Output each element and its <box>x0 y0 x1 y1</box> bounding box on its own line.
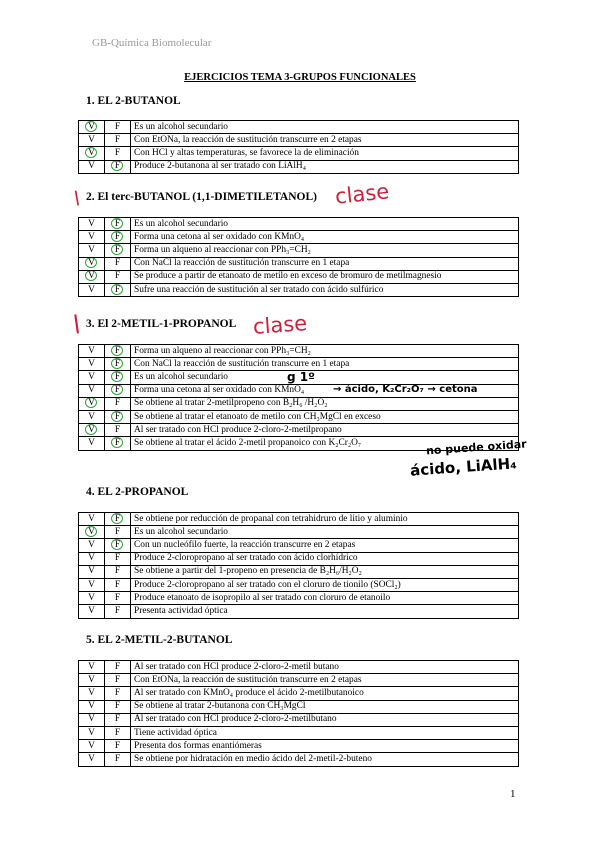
false-option[interactable] <box>105 661 131 674</box>
statement-row <box>79 578 519 591</box>
true-option-label: V <box>88 258 95 269</box>
true-option-label: V <box>88 218 95 229</box>
false-option[interactable] <box>105 371 131 384</box>
statement-row <box>79 244 519 257</box>
false-option[interactable] <box>105 437 131 450</box>
false-option-label: F <box>114 358 121 369</box>
true-option-label: V <box>88 231 95 242</box>
statement-text: Se obtiene por hidratación en medio ácido del 2-metil-2-buteno <box>131 753 519 766</box>
statement-row <box>79 410 519 423</box>
green-circle-mark <box>85 526 97 537</box>
true-false-table <box>78 512 519 619</box>
true-option[interactable] <box>79 726 105 739</box>
true-option-label: V <box>88 284 95 295</box>
false-option-label: F <box>114 134 121 145</box>
green-circle-mark <box>85 270 97 281</box>
green-circle-mark <box>111 411 123 422</box>
false-option[interactable] <box>105 244 131 257</box>
statement-text: Produce 2-cloropropano al ser tratado con ácido clorhídrico <box>131 552 519 565</box>
false-option-label: F <box>114 398 121 409</box>
true-option-label: V <box>88 371 95 382</box>
statement-row <box>79 700 519 713</box>
true-option[interactable] <box>79 687 105 700</box>
false-option[interactable] <box>105 539 131 552</box>
false-option-label: F <box>114 553 121 564</box>
true-option-label: V <box>88 605 95 616</box>
statement-row <box>79 283 519 296</box>
statement-text: Al ser tratado con HCl produce 2-cloro-2-metilpropano <box>131 424 519 437</box>
statement-text: Con NaCl la reacción de sustitución transcurre en 1 etapa <box>131 358 519 371</box>
false-option-label: F <box>114 385 121 396</box>
green-circle-mark <box>85 121 97 132</box>
false-option-label: F <box>114 371 121 382</box>
section-title: 3. El 2-METIL-1-PROPANOL <box>86 318 237 330</box>
true-option-label: V <box>88 271 95 282</box>
false-option-label: F <box>114 411 121 422</box>
true-option[interactable] <box>79 565 105 578</box>
true-false-table <box>78 120 519 174</box>
false-option[interactable] <box>105 358 131 371</box>
statement-text: Al ser tratado con HCl produce 2-cloro-2-metilbutano <box>131 713 519 726</box>
true-option[interactable] <box>79 397 105 410</box>
statement-row <box>79 552 519 565</box>
green-circle-mark <box>111 513 123 524</box>
false-option[interactable] <box>105 740 131 753</box>
page-number: 1 <box>510 788 516 800</box>
true-option-label: V <box>88 121 95 132</box>
true-option-label: V <box>88 513 95 524</box>
green-circle-mark <box>85 257 97 268</box>
true-option-label: V <box>88 424 95 435</box>
statement-row <box>79 539 519 552</box>
false-option[interactable] <box>105 257 131 270</box>
true-option[interactable] <box>79 147 105 160</box>
green-circle-mark <box>111 384 123 395</box>
true-option-label: V <box>88 161 95 172</box>
false-option-label: F <box>114 218 121 229</box>
true-option[interactable] <box>79 410 105 423</box>
false-option-label: F <box>114 345 121 356</box>
true-option[interactable] <box>79 134 105 147</box>
true-option-label: V <box>88 411 95 422</box>
true-option[interactable] <box>79 160 105 173</box>
true-option[interactable] <box>79 257 105 270</box>
annotation-sec2-clase: clase <box>333 179 391 209</box>
green-circle-mark <box>111 437 123 448</box>
green-circle-mark <box>85 397 97 408</box>
statement-text: Es un alcohol secundario <box>131 371 519 384</box>
false-option-label: F <box>114 424 121 435</box>
statement-text: Sufre una reacción de sustitución al ser tratado con ácido sulfúrico <box>131 283 519 296</box>
true-option-label: V <box>88 687 95 698</box>
false-option[interactable] <box>105 231 131 244</box>
statement-row <box>79 740 519 753</box>
statement-row <box>79 605 519 618</box>
false-option-label: F <box>114 727 121 738</box>
true-option[interactable] <box>79 592 105 605</box>
true-option[interactable] <box>79 244 105 257</box>
false-option-label: F <box>114 147 121 158</box>
true-false-table <box>78 344 519 451</box>
annotation-note-4: ácido, LiAlH₄ <box>409 454 518 480</box>
statement-row <box>79 160 519 173</box>
false-option-label: F <box>114 526 121 537</box>
section-title: 5. EL 2-METIL-2-BUTANOL <box>86 634 233 646</box>
statement-text: Presenta actividad óptica <box>131 605 519 618</box>
false-option[interactable] <box>105 218 131 231</box>
true-option-label: V <box>88 398 95 409</box>
green-circle-mark <box>111 160 123 171</box>
statement-text: Produce etanoato de isopropilo al ser tratado con cloruro de etanoilo <box>131 592 519 605</box>
true-option[interactable] <box>79 345 105 358</box>
true-option[interactable] <box>79 231 105 244</box>
statement-text: Forma una cetona al ser oxidado con KMnO₄ <box>131 384 519 397</box>
statement-text: Se obtiene al tratar el ácido 2-metil propanoico con K₂Cr₂O₇ <box>131 437 519 450</box>
statement-text: Al ser tratado con HCl produce 2-cloro-2-metil butano <box>131 661 519 674</box>
false-option-label: F <box>114 437 121 448</box>
false-option[interactable] <box>105 753 131 766</box>
false-option-label: F <box>114 231 121 242</box>
true-option[interactable] <box>79 371 105 384</box>
statement-row <box>79 687 519 700</box>
true-option-label: V <box>88 147 95 158</box>
annotation-note-3: no puede oxidar <box>425 437 528 458</box>
statement-row <box>79 726 519 739</box>
statement-text: Se obtiene a partir del 1-propeno en presencia de B₂H₆/H₂O₂ <box>131 565 519 578</box>
statement-text: Forma un alqueno al reaccionar con PPh₃=CH₂ <box>131 244 519 257</box>
annotation-sec3-clase: clase <box>252 311 308 339</box>
true-option[interactable] <box>79 605 105 618</box>
false-option-label: F <box>114 661 121 672</box>
false-option-label: F <box>114 687 121 698</box>
true-option[interactable] <box>79 283 105 296</box>
false-option[interactable] <box>105 513 131 526</box>
false-option[interactable] <box>105 410 131 423</box>
false-option-label: F <box>114 740 121 751</box>
true-option[interactable] <box>79 513 105 526</box>
true-option[interactable] <box>79 753 105 766</box>
true-option[interactable] <box>79 358 105 371</box>
false-option-label: F <box>114 753 121 764</box>
statement-text: Con HCl y altas temperaturas, se favorece la de eliminación <box>131 147 519 160</box>
false-option[interactable] <box>105 565 131 578</box>
true-option[interactable] <box>79 121 105 134</box>
green-circle-mark <box>111 218 123 229</box>
annotation-note-1: g 1º <box>287 370 315 384</box>
statement-row <box>79 147 519 160</box>
true-option[interactable] <box>79 578 105 591</box>
true-option-label: V <box>88 674 95 685</box>
true-option-label: V <box>88 566 95 577</box>
statement-text: Con NaCl la reacción de sustitución transcurre en 1 etapa <box>131 257 519 270</box>
statement-row <box>79 674 519 687</box>
false-option-label: F <box>114 566 121 577</box>
false-option[interactable] <box>105 270 131 283</box>
statement-row <box>79 257 519 270</box>
true-option[interactable] <box>79 552 105 565</box>
true-option[interactable] <box>79 270 105 283</box>
statement-text: Se obtiene por reducción de propanal con tetrahidruro de litio y aluminio <box>131 513 519 526</box>
statement-row <box>79 358 519 371</box>
false-option[interactable] <box>105 424 131 437</box>
true-option-label: V <box>88 134 95 145</box>
statement-text: Presenta dos formas enantiómeras <box>131 740 519 753</box>
true-option-label: V <box>88 385 95 396</box>
true-option-label: V <box>88 437 95 448</box>
statement-row <box>79 565 519 578</box>
statement-text: Con EtONa, la reacción de sustitución transcurre en 2 etapas <box>131 674 519 687</box>
false-option[interactable] <box>105 283 131 296</box>
false-option[interactable] <box>105 578 131 591</box>
statement-row <box>79 231 519 244</box>
true-false-table <box>78 217 519 297</box>
true-option-label: V <box>88 244 95 255</box>
false-option-label: F <box>114 244 121 255</box>
false-option-label: F <box>114 271 121 282</box>
statement-row <box>79 397 519 410</box>
false-option-label: F <box>114 539 121 550</box>
statement-text: Produce 2-cloropropano al ser tratado con el cloruro de tionilo (SOCl₂) <box>131 578 519 591</box>
false-option-label: F <box>114 701 121 712</box>
statement-row <box>79 753 519 766</box>
true-option-label: V <box>88 358 95 369</box>
statement-row <box>79 121 519 134</box>
statement-text: Es un alcohol secundario <box>131 526 519 539</box>
false-option[interactable] <box>105 687 131 700</box>
green-circle-mark <box>111 231 123 242</box>
false-option[interactable] <box>105 592 131 605</box>
false-option[interactable] <box>105 147 131 160</box>
true-option[interactable] <box>79 740 105 753</box>
false-option[interactable] <box>105 700 131 713</box>
false-option[interactable] <box>105 345 131 358</box>
section-title: 2. El terc-BUTANOL (1,1-DIMETILETANOL) <box>86 191 317 203</box>
false-option[interactable] <box>105 121 131 134</box>
true-option-label: V <box>88 714 95 725</box>
green-circle-mark <box>111 358 123 369</box>
statement-row <box>79 713 519 726</box>
false-option-label: F <box>114 258 121 269</box>
green-circle-mark <box>111 244 123 255</box>
false-option[interactable] <box>105 526 131 539</box>
page-header: GB-Química Biomolecular <box>92 37 212 49</box>
document-title: EJERCICIOS TEMA 3-GRUPOS FUNCIONALES <box>184 72 416 83</box>
statement-row <box>79 661 519 674</box>
false-option[interactable] <box>105 552 131 565</box>
red-tick-section-2: | <box>72 187 82 207</box>
false-option[interactable] <box>105 134 131 147</box>
statement-text: Tiene actividad óptica <box>131 726 519 739</box>
false-option-label: F <box>114 513 121 524</box>
false-option-label: F <box>114 284 121 295</box>
statement-row <box>79 424 519 437</box>
statement-row <box>79 526 519 539</box>
false-option-label: F <box>114 674 121 685</box>
true-option-label: V <box>88 579 95 590</box>
false-option-label: F <box>114 161 121 172</box>
red-tick-section-3: | <box>71 311 82 335</box>
green-circle-mark <box>111 539 123 550</box>
true-false-table <box>78 660 519 767</box>
false-option-label: F <box>114 592 121 603</box>
green-circle-mark <box>111 345 123 356</box>
false-option-label: F <box>114 714 121 725</box>
false-option-label: F <box>114 605 121 616</box>
true-option[interactable] <box>79 539 105 552</box>
statement-text: Forma una cetona al ser oxidado con KMnO₄ <box>131 231 519 244</box>
statement-row <box>79 345 519 358</box>
statement-row <box>79 592 519 605</box>
true-option[interactable] <box>79 674 105 687</box>
false-option-label: F <box>114 121 121 132</box>
green-circle-mark <box>85 147 97 158</box>
statement-row <box>79 218 519 231</box>
true-option-label: V <box>88 526 95 537</box>
true-option[interactable] <box>79 713 105 726</box>
true-option-label: V <box>88 753 95 764</box>
section-title: 4. EL 2-PROPANOL <box>86 486 189 498</box>
green-circle-mark <box>111 371 123 382</box>
false-option-label: F <box>114 579 121 590</box>
true-option-label: V <box>88 740 95 751</box>
statement-row <box>79 270 519 283</box>
statement-text: Se obtiene al tratar el etanoato de metilo con CH₃MgCl en exceso <box>131 410 519 423</box>
false-option[interactable] <box>105 384 131 397</box>
false-option[interactable] <box>105 605 131 618</box>
statement-text: Forma un alqueno al reaccionar con PPh₃=CH₂ <box>131 345 519 358</box>
statement-text: Es un alcohol secundario <box>131 121 519 134</box>
true-option-label: V <box>88 727 95 738</box>
false-option[interactable] <box>105 726 131 739</box>
annotation-note-2: → ácido, K₂Cr₂O₇ → cetona <box>333 384 478 395</box>
statement-text: Se obtiene al tratar 2-butanona con CH₃MgCl <box>131 700 519 713</box>
true-option[interactable] <box>79 424 105 437</box>
statement-text: Se obtiene al tratar 2-metilpropeno con B₂H₆ /H₂O₂ <box>131 397 519 410</box>
true-option[interactable] <box>79 700 105 713</box>
green-circle-mark <box>111 284 123 295</box>
true-option-label: V <box>88 661 95 672</box>
false-option[interactable] <box>105 397 131 410</box>
green-circle-mark <box>85 424 97 435</box>
true-option[interactable] <box>79 218 105 231</box>
true-option[interactable] <box>79 437 105 450</box>
statement-text: Con un nucleófilo fuerte, la reacción transcurre en 2 etapas <box>131 539 519 552</box>
statement-row <box>79 513 519 526</box>
true-option[interactable] <box>79 526 105 539</box>
true-option[interactable] <box>79 384 105 397</box>
statement-text: Al ser tratado con KMnO₄ produce el ácido 2-metilbutanoico <box>131 687 519 700</box>
false-option[interactable] <box>105 160 131 173</box>
statement-text: Produce 2-butanona al ser tratado con LiAlH₄ <box>131 160 519 173</box>
true-option-label: V <box>88 539 95 550</box>
true-option-label: V <box>88 701 95 712</box>
statement-text: Es un alcohol secundario <box>131 218 519 231</box>
false-option[interactable] <box>105 674 131 687</box>
statement-text: Con EtONa, la reacción de sustitución transcurre en 2 etapas <box>131 134 519 147</box>
section-title: 1. EL 2-BUTANOL <box>86 95 181 107</box>
false-option[interactable] <box>105 713 131 726</box>
true-option-label: V <box>88 345 95 356</box>
true-option-label: V <box>88 592 95 603</box>
true-option[interactable] <box>79 661 105 674</box>
statement-row <box>79 134 519 147</box>
statement-text: Se produce a partir de etanoato de metilo en exceso de bromuro de metilmagnesio <box>131 270 519 283</box>
true-option-label: V <box>88 553 95 564</box>
